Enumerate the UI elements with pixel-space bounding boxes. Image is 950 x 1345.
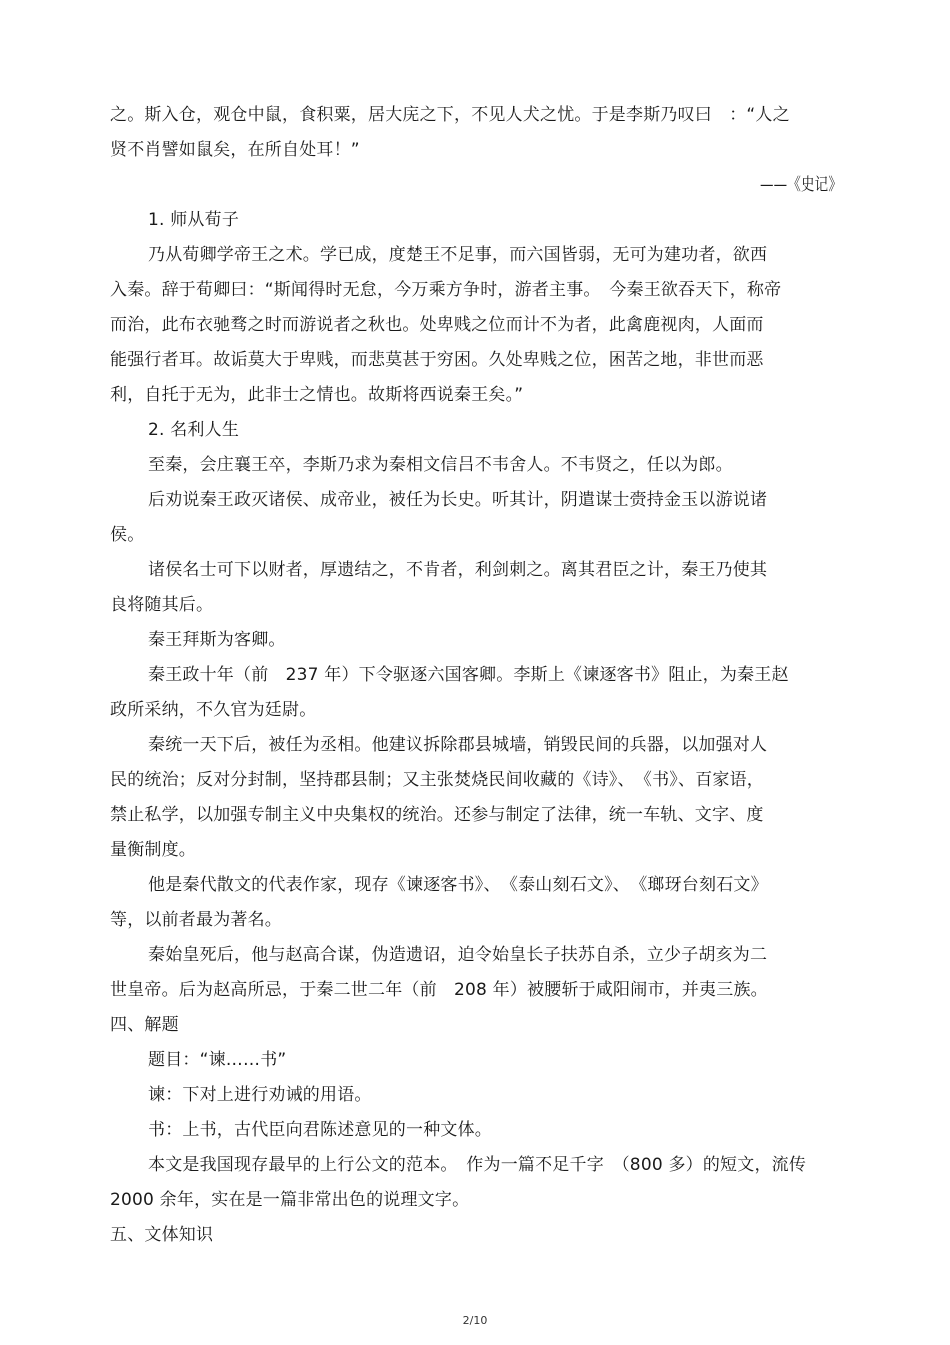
- text-line: 贤不肖譬如鼠矣，在所自处耳！”: [110, 140, 360, 160]
- text-line: 能强行者耳。故诟莫大于卑贱，而悲莫甚于穷困。久处卑贱之位，困苦之地，非世而恶: [110, 350, 764, 370]
- text-line: 而治，此布衣驰骛之时而游说者之秋也。处卑贱之位而计不为者，此禽鹿视肉，人面而: [110, 315, 764, 335]
- text-line: 秦王拜斯为客卿。: [148, 630, 286, 650]
- text-line: 入秦。辞于荀卿曰：“斯闻得时无怠，今万乘方争时，游者主事。 今秦王欲吞天下，称帝: [110, 280, 782, 300]
- text-line: 等，以前者最为著名。: [110, 910, 282, 930]
- text-line: 他是秦代散文的代表作家，现存《谏逐客书》、 《泰山刻石文》、 《瑯玡台刻石文》: [148, 875, 768, 895]
- text-line: 量衡制度。: [110, 840, 196, 860]
- text-line: 谏：下对上进行劝诫的用语。: [148, 1085, 372, 1105]
- text-line: 禁止私学，以加强专制主义中央集权的统治。还参与制定了法律，统一车轨、文字、度: [110, 805, 764, 825]
- text-line: 本文是我国现存最早的上行公文的范本。 作为一篇不足千字 （800 多）的短文，流传: [148, 1155, 807, 1175]
- text-line: 秦统一天下后，被任为丞相。他建议拆除郡县城墙，销毁民间的兵器，以加强对人: [148, 735, 768, 755]
- text-line: 题目：“谏……书”: [148, 1050, 287, 1070]
- text-line: 2000 余年，实在是一篇非常出色的说理文字。: [110, 1190, 470, 1210]
- page-number: 2/10: [462, 1314, 488, 1327]
- section-heading: 五、文体知识: [110, 1225, 214, 1245]
- text-line: 诸侯名士可下以财者，厚遗结之，不肯者，利剑刺之。离其君臣之计，秦王乃使其: [148, 560, 768, 580]
- text-line: 秦始皇死后，他与赵高合谋，伪造遗诏，迫令始皇长子扶苏自杀，立少子胡亥为二: [148, 945, 768, 965]
- section-heading: 2. 名利人生: [148, 420, 240, 440]
- text-line: 世皇帝。后为赵高所忌，于秦二世二年（前 208 年）被腰斩于咸阳闹市，并夷三族。: [110, 980, 768, 1000]
- text-line: 秦王政十年（前 237 年）下令驱逐六国客卿。李斯上《谏逐客书》阻止，为秦王赵: [148, 665, 789, 685]
- text-line: 政所采纳，不久官为廷尉。: [110, 700, 317, 720]
- source-citation: ——《史记》: [760, 175, 842, 195]
- text-line: 侯。: [110, 525, 145, 545]
- text-line: 至秦，会庄襄王卒，李斯乃求为秦相文信吕不韦舍人。不韦贤之，任以为郎。: [148, 455, 733, 475]
- text-line: 利，自托于无为，此非士之情也。故斯将西说秦王矣。”: [110, 385, 524, 405]
- text-line: 民的统治；反对分封制，坚持郡县制；又主张焚烧民间收藏的《诗》、 《书》、百家语，: [110, 770, 764, 790]
- text-line: 乃从荀卿学帝王之术。学已成，度楚王不足事，而六国皆弱，无可为建功者，欲西: [148, 245, 768, 265]
- section-heading: 四、解题: [110, 1015, 179, 1035]
- text-line: 良将随其后。: [110, 595, 214, 615]
- text-line: 书：上书，古代臣向君陈述意见的一种文体。: [148, 1120, 492, 1140]
- text-line: 后劝说秦王政灭诸侯、成帝业，被任为长史。听其计，阴遣谋士赍持金玉以游说诸: [148, 490, 768, 510]
- text-line: 之。斯入仓，观仓中鼠，食积粟，居大庑之下，不见人犬之忧。于是李斯乃叹曰 ：“人之: [110, 105, 790, 125]
- section-heading: 1. 师从荀子: [148, 210, 240, 230]
